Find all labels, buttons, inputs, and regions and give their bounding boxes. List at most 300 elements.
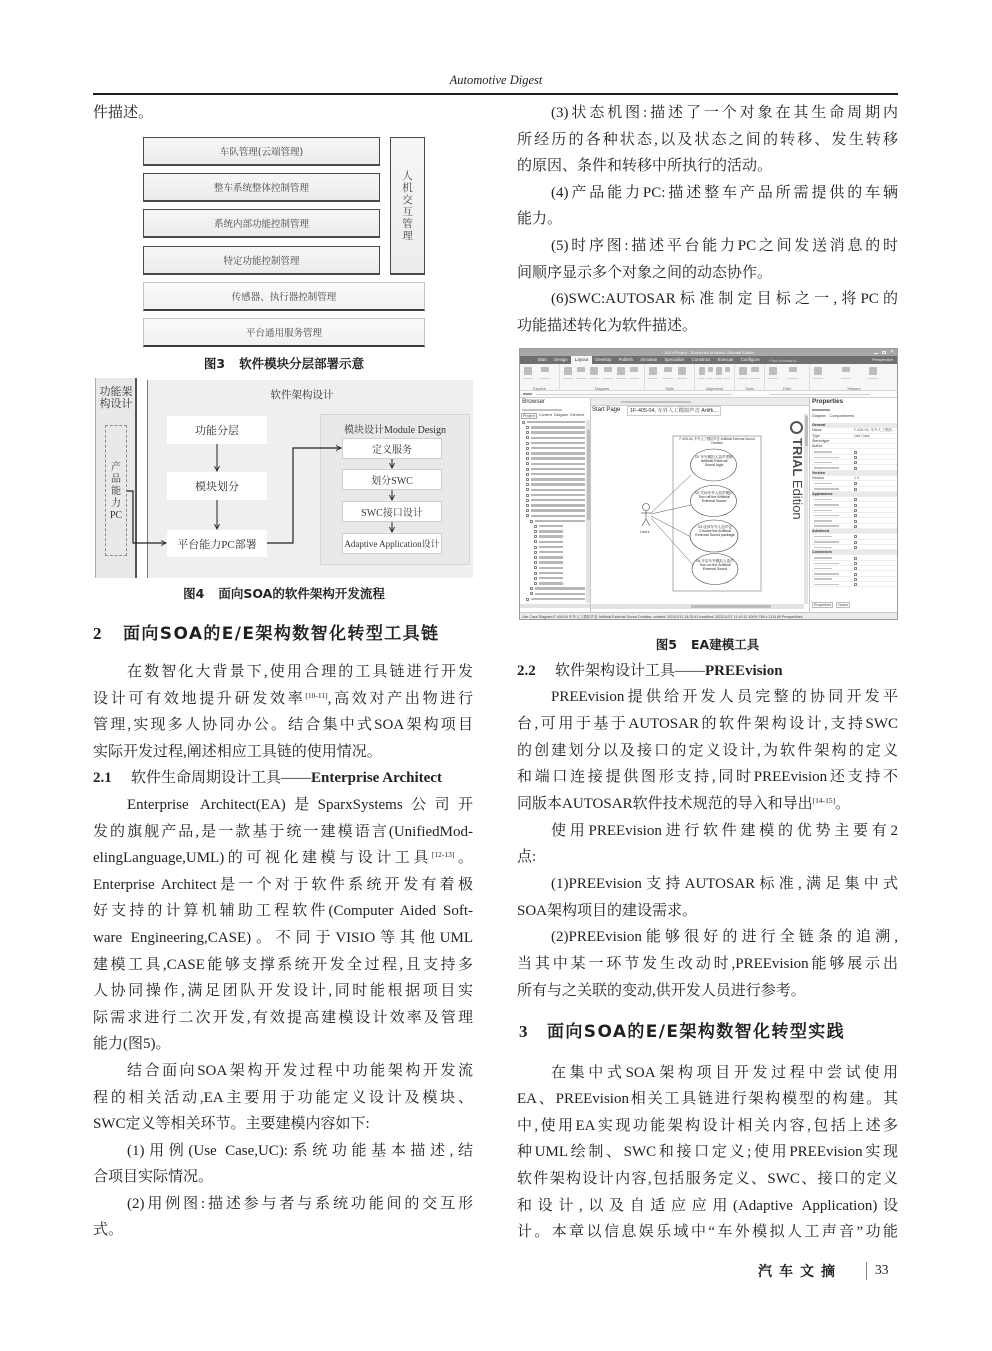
caption-title: EA建模工具 xyxy=(690,637,760,652)
ribbon-group-alignment xyxy=(695,364,735,391)
module-design-title: 模块设计Module Design xyxy=(344,425,446,436)
tree-item[interactable] xyxy=(535,520,585,522)
ribbon-button-icon[interactable] xyxy=(664,367,672,372)
tree-item[interactable] xyxy=(539,556,563,558)
footer-journal-title: 汽车文摘 xyxy=(758,1264,842,1280)
text-line: 在集中式SOA架构项目开发过程中尝试使用 xyxy=(551,1064,898,1081)
ribbon-button-label xyxy=(523,378,533,379)
paragraph xyxy=(93,792,473,1058)
base-layer-box: 传感器、执行器控制管理 xyxy=(143,282,425,311)
text-line: 软件架构设计内容,包括服务定义、SWC、接口的定义 xyxy=(517,1171,898,1188)
perspective-button[interactable]: Perspective xyxy=(872,357,893,362)
ribbon-group-label: Diagram xyxy=(594,386,610,391)
browser-tree xyxy=(520,420,587,603)
property-label xyxy=(814,563,839,564)
caption-number: 图3 xyxy=(203,356,226,371)
text-line: 计。本章以信息娱乐域中“车外模拟人工声音”功能 xyxy=(517,1224,898,1241)
ribbon-button-icon[interactable] xyxy=(725,367,731,372)
text-line: 的创建划分以及接口的定义设计,为软件架构的定义 xyxy=(517,742,898,759)
property-label xyxy=(814,515,839,516)
function-architecture-title: 功能架构设计 xyxy=(99,385,133,410)
diagram-document-tab[interactable]: 1F-405-04, 车外人工模拟声音 Artifk... xyxy=(627,406,721,416)
ribbon-tab-design[interactable]: Design xyxy=(554,357,568,362)
text-line: 能力(图5)。 xyxy=(93,1036,171,1053)
ribbon-tab-execute[interactable]: Execute xyxy=(717,357,734,362)
property-checkbox[interactable] xyxy=(854,573,857,576)
properties-toolbar[interactable] xyxy=(812,409,830,411)
property-checkbox[interactable] xyxy=(854,525,857,528)
tree-folder-icon[interactable] xyxy=(530,592,533,595)
text-line: 在数智化大背景下,使用合理的工具链进行开发 xyxy=(127,664,473,680)
properties-tab-compartments[interactable]: Compartments xyxy=(829,414,855,418)
property-label xyxy=(814,520,832,521)
use-case-label[interactable]: 02 关闭车外人造声模拟 Turn off the Artificial External Sound xyxy=(695,491,733,504)
property-checkbox[interactable] xyxy=(854,535,857,538)
property-checkbox[interactable] xyxy=(854,514,857,517)
ribbon-button-label xyxy=(603,378,613,379)
ribbon-button-label xyxy=(738,378,748,379)
text-line: (1)PREEvision支持AUTOSAR标准,满足集中式 xyxy=(551,875,898,892)
ribbon-button-icon[interactable] xyxy=(604,367,612,372)
property-checkbox[interactable] xyxy=(854,482,857,485)
use-case-label[interactable]: 01 车外模拟人造声逻辑 Artificial External Sound logic xyxy=(695,455,733,468)
property-value[interactable]: Use Case xyxy=(854,433,870,438)
property-group-advanced[interactable]: Advanced xyxy=(812,529,898,534)
use-case-label[interactable]: 04 开启车外模拟人造声 Turn on the Artificial External Sound xyxy=(696,559,734,572)
text-run: 同版本AUTOSAR软件技术规范的导入和导出 xyxy=(517,795,813,812)
tree-folder-icon[interactable] xyxy=(530,587,533,590)
ribbon-button-icon[interactable] xyxy=(842,367,850,372)
browser-tab-context[interactable]: Context xyxy=(538,413,552,417)
browser-vertical-scrollbar[interactable] xyxy=(586,420,590,603)
tree-item[interactable] xyxy=(535,593,585,595)
flow-box: 功能分层 xyxy=(167,416,267,444)
tree-item[interactable] xyxy=(531,509,585,511)
subsection-number: 2.1 xyxy=(93,770,112,787)
tree-item[interactable] xyxy=(531,437,585,439)
right-bottom-text xyxy=(517,1060,898,1246)
text-line: 合项目实际情况。 xyxy=(93,1169,214,1186)
ribbon-tab-develop[interactable]: Develop xyxy=(595,357,612,362)
ribbon-button-icon[interactable] xyxy=(769,367,777,375)
paragraph xyxy=(93,659,473,765)
tree-item[interactable] xyxy=(531,426,585,428)
ribbon-button-label xyxy=(698,378,705,379)
property-label xyxy=(814,510,832,511)
tree-item[interactable] xyxy=(531,442,585,444)
actor-label: Users xyxy=(640,530,650,534)
property-label xyxy=(814,451,832,452)
figure-3-caption xyxy=(143,355,425,373)
find-package-field[interactable] xyxy=(770,394,870,396)
property-group-connectors[interactable]: Connectors xyxy=(812,550,898,555)
text-line: (4)产品能力PC:描述整车产品所需提供的车辆 xyxy=(551,184,898,201)
ribbon-button-icon[interactable] xyxy=(524,367,532,375)
property-value[interactable]: F-405-04, 车外人工模拟... xyxy=(854,428,896,433)
ribbon-button-icon[interactable] xyxy=(649,367,657,375)
tree-folder-icon[interactable] xyxy=(526,452,529,455)
tree-item[interactable] xyxy=(531,452,585,454)
text-line: 管理,实现多人协同办公。结合集中式SOA架构项目 xyxy=(93,717,473,734)
ribbon-button-label xyxy=(616,378,626,379)
property-label xyxy=(814,462,832,463)
tree-item[interactable] xyxy=(531,494,585,496)
browser-tab-element[interactable]: Element xyxy=(570,413,585,417)
tree-item[interactable] xyxy=(539,541,563,543)
subsection-title-en: Enterprise Architect xyxy=(311,770,442,787)
tree-folder-icon[interactable] xyxy=(526,442,529,445)
ea-ribbon xyxy=(520,364,898,391)
property-group-appearance[interactable]: Appearance xyxy=(812,492,898,497)
property-checkbox[interactable] xyxy=(854,488,857,491)
paragraph xyxy=(93,100,473,127)
tree-item[interactable] xyxy=(531,457,585,459)
tree-item[interactable] xyxy=(531,499,585,501)
paragraph xyxy=(517,286,898,339)
ribbon-button-label xyxy=(589,378,599,379)
tree-folder-icon[interactable] xyxy=(534,525,537,528)
breadcrumb-path[interactable] xyxy=(536,394,732,396)
tree-item[interactable] xyxy=(531,598,585,600)
tree-folder-icon[interactable] xyxy=(526,436,529,439)
caption-number: 图4 xyxy=(183,586,205,601)
tree-item[interactable] xyxy=(531,473,585,475)
property-group-general[interactable]: General xyxy=(812,423,898,428)
tree-folder-icon[interactable] xyxy=(526,494,529,497)
subsection-title: 软件架构设计工具—— xyxy=(555,662,706,679)
tree-folder-icon[interactable] xyxy=(534,572,537,575)
property-label xyxy=(814,536,832,537)
browser-tab-diagram[interactable]: Diagram xyxy=(553,413,569,417)
browser-toolbar[interactable] xyxy=(522,409,562,411)
browser-horizontal-scrollbar[interactable] xyxy=(520,604,590,608)
property-value[interactable]: 1.0 xyxy=(854,476,859,480)
property-checkbox[interactable] xyxy=(854,504,857,507)
tree-item[interactable] xyxy=(539,572,563,574)
property-checkbox[interactable] xyxy=(854,451,857,454)
ribbon-button-label xyxy=(724,378,731,379)
tree-item[interactable] xyxy=(539,551,563,553)
hmi-side-label: 人机交互管理 xyxy=(402,169,413,242)
ribbon-button-label xyxy=(707,378,714,379)
tree-item[interactable] xyxy=(531,463,585,465)
tree-item[interactable] xyxy=(539,582,563,584)
tree-item[interactable] xyxy=(531,515,585,517)
watermark-edition: Edition xyxy=(790,479,805,520)
tree-folder-icon[interactable] xyxy=(534,566,537,569)
property-label xyxy=(814,504,839,505)
tree-folder-icon[interactable] xyxy=(526,431,529,434)
tree-folder-icon[interactable] xyxy=(526,509,529,512)
property-checkbox[interactable] xyxy=(854,578,857,581)
tree-folder-icon[interactable] xyxy=(534,530,537,533)
text-line: 中,使用EA实现功能架构设计相关内容,包括上述多 xyxy=(517,1117,898,1134)
ribbon-button-label xyxy=(768,378,778,379)
text-line: (2)用例图:描述参与者与系统功能间的交互形 xyxy=(127,1195,473,1212)
module-box: 划分SWC xyxy=(342,469,442,490)
tree-item[interactable] xyxy=(539,530,563,532)
tree-folder-icon[interactable] xyxy=(534,582,537,585)
ea-status-bar: Use Case Diagram:F-405-04 车外人工模拟声音 Artificial External Sound Creation: created: 2021/1/12 14:33:41 modified: 2022/11/27 11:10:12 100% 768 x 1134 All Perspectives xyxy=(520,612,898,620)
tree-item[interactable] xyxy=(531,468,585,470)
tree-item[interactable] xyxy=(535,587,585,589)
ribbon-button-icon[interactable] xyxy=(617,367,625,375)
trial-edition-watermark xyxy=(790,438,804,520)
ribbon-button-icon[interactable] xyxy=(678,367,686,375)
ribbon-tab-publish[interactable]: Publish xyxy=(618,357,633,362)
tree-folder-icon[interactable] xyxy=(526,447,529,450)
tree-folder-icon[interactable] xyxy=(530,520,533,523)
property-label xyxy=(814,541,839,542)
ribbon-group-filter xyxy=(765,364,810,391)
ribbon-button-label xyxy=(750,378,760,379)
maximize-icon[interactable] xyxy=(882,351,886,354)
hmi-side-box xyxy=(390,137,425,275)
ribbon-button-icon[interactable] xyxy=(564,367,572,375)
ribbon-group-label: Filter xyxy=(782,386,792,391)
text-line: 实际开发过程,阐述相应工具链的使用情况。 xyxy=(93,743,382,760)
property-label xyxy=(814,467,839,468)
text-line xyxy=(93,686,473,713)
citation-ref: [14-15] xyxy=(812,795,836,805)
text-line: 点: xyxy=(517,849,537,866)
tree-item[interactable] xyxy=(531,504,585,506)
ribbon-tab-construct[interactable]: Construct xyxy=(691,357,711,362)
caption-title: 软件模块分层部署示意 xyxy=(239,356,365,371)
text-line: 使用PREEvision进行软件建模的优势主要有2 xyxy=(551,822,898,839)
ribbon-button-icon[interactable] xyxy=(751,367,759,372)
module-box: SWC接口设计 xyxy=(342,501,442,522)
ribbon-group-tools xyxy=(735,364,765,391)
ribbon-tab-layout[interactable]: Layout xyxy=(571,356,591,364)
right-top-text xyxy=(517,100,898,339)
section-title: 面向SOA的E/E架构数智化转型实践 xyxy=(547,1022,846,1042)
text-run: 。 xyxy=(835,795,851,812)
caption-number: 图5 xyxy=(655,637,677,652)
tree-folder-icon[interactable] xyxy=(526,426,529,429)
ribbon-group-explore xyxy=(520,364,560,391)
tree-folder-icon[interactable] xyxy=(526,462,529,465)
text-line: 际需求进行二次开发,有效提高建模设计效率及管理 xyxy=(93,1009,473,1026)
scroll-thumb[interactable] xyxy=(691,605,771,608)
ea-ribbon-tabs xyxy=(520,356,898,364)
section-heading xyxy=(93,623,439,645)
text-line: 种UML绘制、SWC和接口定义;使用PREEvision实现 xyxy=(517,1144,898,1161)
tree-folder-icon[interactable] xyxy=(526,514,529,517)
diagram-horizontal-scrollbar[interactable] xyxy=(591,604,804,609)
property-group-version[interactable]: Version xyxy=(812,471,898,476)
ribbon-button-label xyxy=(663,378,673,379)
ribbon-tab-start[interactable]: Start xyxy=(537,357,547,362)
property-label xyxy=(814,578,832,579)
tree-folder-icon[interactable] xyxy=(534,551,537,554)
ribbon-button-icon[interactable] xyxy=(630,367,638,372)
tree-folder-icon[interactable] xyxy=(526,478,529,481)
text-line: 人协同操作,满足团队开发设计,同时能根据项目实 xyxy=(93,983,473,1000)
text-run: 。 xyxy=(454,850,473,867)
ribbon-tab-simulate[interactable]: Simulate xyxy=(640,357,658,362)
text-line: 建模工具,CASE能够支撑系统开发全过程,且支持多 xyxy=(93,956,473,973)
property-checkbox[interactable] xyxy=(854,456,857,459)
property-label xyxy=(814,573,839,574)
paragraph xyxy=(517,180,898,233)
ea-properties-panel xyxy=(809,398,898,612)
section-heading xyxy=(519,1021,845,1043)
property-checkbox[interactable] xyxy=(854,562,857,565)
text-line xyxy=(93,845,473,872)
tree-item[interactable] xyxy=(539,567,563,569)
paragraph xyxy=(93,1138,473,1191)
layer-box: 整车系统整体控制管理 xyxy=(143,173,380,202)
close-icon[interactable]: ✕ xyxy=(890,349,895,355)
tree-item[interactable] xyxy=(531,483,585,485)
tree-item[interactable] xyxy=(539,525,563,527)
property-checkbox[interactable] xyxy=(854,461,857,464)
tree-item[interactable] xyxy=(531,489,585,491)
ribbon-button-label xyxy=(576,378,586,379)
ribbon-button-icon[interactable] xyxy=(590,367,598,375)
tree-item[interactable] xyxy=(531,431,585,433)
paragraph xyxy=(517,924,898,1004)
ribbon-button-label xyxy=(841,378,851,379)
ribbon-button-icon[interactable] xyxy=(789,367,797,372)
text-line: Enterprise Architect是一个对于软件系统开发有着极 xyxy=(93,876,473,893)
left-intro-text xyxy=(93,100,473,127)
tree-folder-icon[interactable] xyxy=(534,577,537,580)
ea-title-bar xyxy=(520,349,898,356)
properties-title: Properties xyxy=(812,398,844,405)
subsection-title: 软件生命周期设计工具—— xyxy=(131,770,312,787)
tree-folder-icon[interactable] xyxy=(526,457,529,460)
property-checkbox[interactable] xyxy=(854,546,857,549)
tree-folder-icon[interactable] xyxy=(526,504,529,507)
property-label: Stereotype xyxy=(812,438,830,443)
ribbon-button-label xyxy=(648,378,658,379)
start-page-tab[interactable]: Start Page xyxy=(592,407,621,413)
tree-folder-icon[interactable] xyxy=(526,473,529,476)
citation-ref: [12-13] xyxy=(431,850,455,860)
property-label: Version xyxy=(812,476,824,480)
product-capability-label: 产品能力PC xyxy=(109,462,123,521)
tree-item[interactable] xyxy=(539,546,563,548)
ribbon-button-label xyxy=(629,378,639,379)
ribbon-button-icon[interactable] xyxy=(814,367,822,375)
flow-box: 平台能力PC部署 xyxy=(167,530,267,557)
tree-folder-icon[interactable] xyxy=(534,561,537,564)
tree-folder-icon[interactable] xyxy=(522,421,525,424)
minimize-icon[interactable] xyxy=(874,353,878,354)
property-checkbox[interactable] xyxy=(854,498,857,501)
paragraph xyxy=(517,871,898,924)
text-line: 和端口连接提供图形支持,同时PREEvision还支持不 xyxy=(517,769,898,786)
tree-folder-icon[interactable] xyxy=(526,598,529,601)
tree-folder-icon[interactable] xyxy=(534,546,537,549)
properties-bottom-tab-properties[interactable]: Properties xyxy=(814,603,832,607)
property-checkbox[interactable] xyxy=(854,541,857,544)
tree-item[interactable] xyxy=(527,421,585,423)
tree-item[interactable] xyxy=(531,447,585,449)
tree-item[interactable] xyxy=(539,535,563,537)
property-checkbox[interactable] xyxy=(854,567,857,570)
caption-title: 面向SOA的软件架构开发流程 xyxy=(218,586,385,601)
property-label xyxy=(814,547,832,548)
tree-folder-icon[interactable] xyxy=(526,468,529,471)
use-case-label[interactable]: 03 选择车外人造声包 Choose the Artificial External Sound package xyxy=(695,525,735,538)
text-line: 所经历的各种状态,以及状态之间的转移、发生转移 xyxy=(517,131,898,148)
module-box: Adaptive Application设计 xyxy=(342,533,442,554)
text-line: (6)SWC:AUTOSAR标准制定目标之一,将PC的 xyxy=(551,291,898,308)
properties-tab-diagram[interactable]: Diagram xyxy=(812,414,827,418)
browser-title: Browser xyxy=(522,398,546,405)
ribbon-group-label: Style xyxy=(665,386,674,391)
tree-folder-icon[interactable] xyxy=(526,499,529,502)
tree-folder-icon[interactable] xyxy=(526,483,529,486)
tree-folder-icon[interactable] xyxy=(534,556,537,559)
text-run: ,高效对产出物进行 xyxy=(327,690,473,707)
ribbon-button-label xyxy=(813,378,823,379)
ribbon-button-label xyxy=(788,378,798,379)
ribbon-button-icon[interactable] xyxy=(708,367,714,372)
header-rule xyxy=(93,93,898,95)
figure-4-connectors xyxy=(90,375,475,580)
diagram-frame-title: F-405-04, 车外人工模拟声音 Artificial External Sound Creation xyxy=(679,437,755,445)
property-checkbox[interactable] xyxy=(854,467,857,470)
ribbon-tab-configure[interactable]: Configure xyxy=(740,357,760,362)
paragraph xyxy=(517,818,898,871)
nav-buttons-icon[interactable] xyxy=(523,393,532,395)
ea-breadcrumb-bar xyxy=(520,391,898,398)
arrow-deployment-to-module-design xyxy=(267,448,341,543)
ribbon-button-label xyxy=(868,378,878,379)
property-row[interactable] xyxy=(812,582,898,587)
ribbon-button-icon[interactable] xyxy=(699,367,705,375)
software-architecture-title: 软件架构设计 xyxy=(270,389,334,401)
ribbon-button-icon[interactable] xyxy=(541,367,549,372)
ribbon-button-icon[interactable] xyxy=(577,367,585,372)
text-run: 设计可有效地提升研发效率 xyxy=(93,690,306,707)
sparx-logo-icon xyxy=(790,421,803,434)
property-checkbox[interactable] xyxy=(854,583,857,586)
command-search-input[interactable]: Find command... xyxy=(769,357,800,363)
property-checkbox[interactable] xyxy=(854,557,857,560)
browser-tab-project[interactable]: Project xyxy=(523,414,535,418)
text-line: 的原因、条件和转移中所执行的活动。 xyxy=(517,158,773,175)
tree-item[interactable] xyxy=(531,478,585,480)
ribbon-group-helpers xyxy=(810,364,898,391)
paragraph xyxy=(517,233,898,286)
ribbon-button-icon[interactable] xyxy=(716,367,722,375)
tree-item[interactable] xyxy=(539,561,563,563)
ribbon-tab-specialize[interactable]: Specialize xyxy=(664,357,685,362)
tree-folder-icon[interactable] xyxy=(526,488,529,491)
properties-bottom-tab-notes[interactable]: Notes xyxy=(838,603,849,607)
tree-folder-icon[interactable] xyxy=(534,535,537,538)
ribbon-group-label: Explore xyxy=(533,386,546,391)
text-line: Enterprise Architect(EA)是SparxSystems公司开 xyxy=(127,796,473,813)
property-label xyxy=(814,525,839,526)
ea-browser-panel xyxy=(520,398,591,612)
tree-item[interactable] xyxy=(539,577,563,579)
property-checkbox[interactable] xyxy=(854,520,857,523)
text-line: 所有与之关联的变动,供开发人员进行参考。 xyxy=(517,982,806,999)
scroll-thumb[interactable] xyxy=(587,430,590,520)
ribbon-button-icon[interactable] xyxy=(739,367,747,375)
tree-folder-icon[interactable] xyxy=(534,540,537,543)
property-checkbox[interactable] xyxy=(854,509,857,512)
ribbon-button-icon[interactable] xyxy=(869,367,877,375)
properties-grid xyxy=(810,423,898,599)
ribbon-button-label xyxy=(677,378,687,379)
